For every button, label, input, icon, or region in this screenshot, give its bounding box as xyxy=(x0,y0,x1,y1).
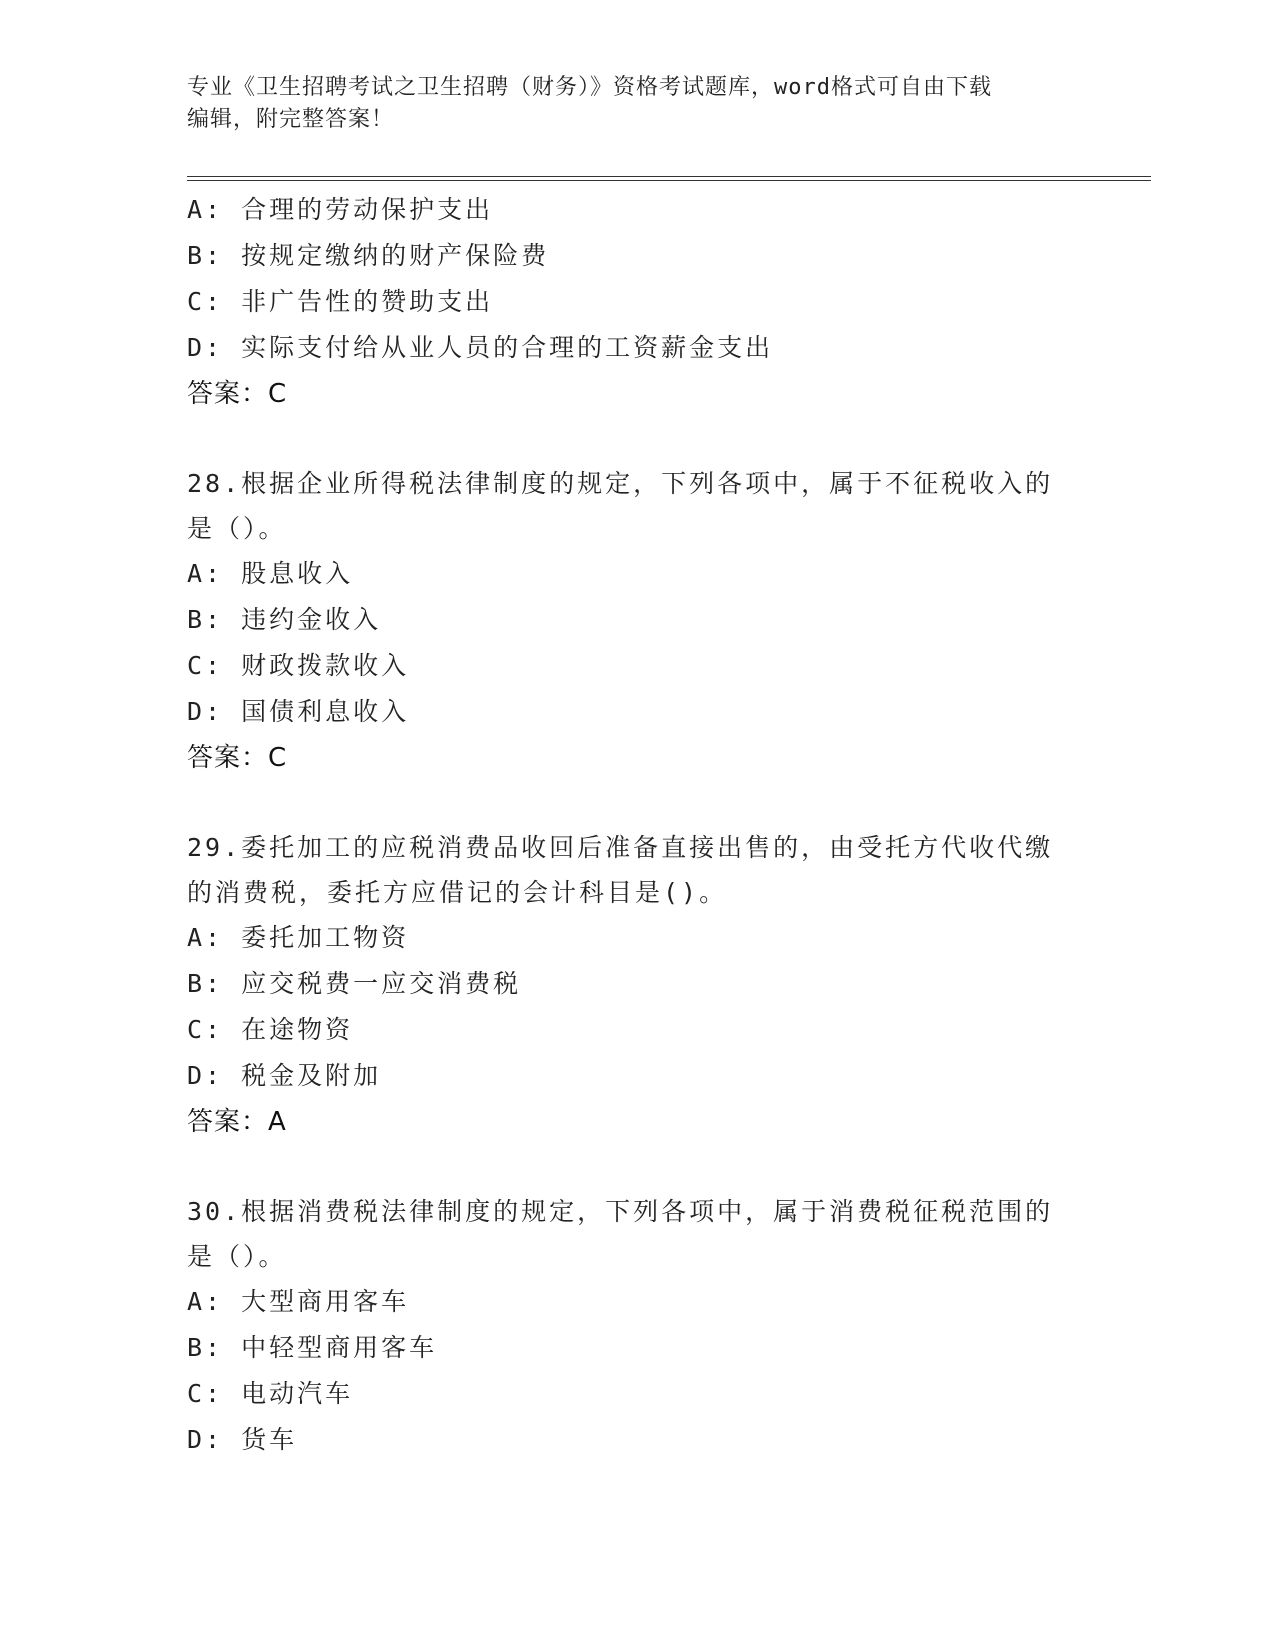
spacer xyxy=(187,781,1087,825)
answer: 答案：C xyxy=(187,379,288,409)
answer: 答案：A xyxy=(187,1107,287,1137)
question-stem-line-2: 是（）。 xyxy=(187,514,287,543)
question-stem-line-1: 28.根据企业所得税法律制度的规定，下列各项中，属于不征税收入的 xyxy=(187,469,1054,498)
option-d: D: 税金及附加 xyxy=(187,1061,382,1090)
option-c: C: 财政拨款收入 xyxy=(187,651,410,680)
option-a: A: 大型商用客车 xyxy=(187,1287,410,1316)
option-a: A: 股息收入 xyxy=(187,559,354,588)
header-line-2: 编辑，附完整答案！ xyxy=(187,107,395,132)
option-b: B: 中轻型商用客车 xyxy=(187,1333,438,1362)
option-d: D: 实际支付给从业人员的合理的工资薪金支出 xyxy=(187,333,774,362)
header-divider-top xyxy=(187,176,1151,177)
option-b: B: 违约金收入 xyxy=(187,605,382,634)
question-stem-line-1: 29.委托加工的应税消费品收回后准备直接出售的，由受托方代收代缴 xyxy=(187,833,1054,862)
option-c: C: 在途物资 xyxy=(187,1015,354,1044)
header-line-1: 专业《卫生招聘考试之卫生招聘（财务）》资格考试题库，word格式可自由下载 xyxy=(187,75,992,100)
document-header xyxy=(187,72,1067,136)
option-b: B: 应交税费一应交消费税 xyxy=(187,969,522,998)
option-c: C: 非广告性的赞助支出 xyxy=(187,287,494,316)
question-30 xyxy=(187,1189,1087,1463)
answer: 答案：C xyxy=(187,743,288,773)
question-29 xyxy=(187,825,1087,1145)
option-d: D: 国债利息收入 xyxy=(187,697,410,726)
spacer xyxy=(187,1145,1087,1189)
spacer xyxy=(187,417,1087,461)
question-stem-line-2: 是（）。 xyxy=(187,1242,287,1271)
option-d: D: 货车 xyxy=(187,1425,298,1454)
question-stem-line-2: 的消费税，委托方应借记的会计科目是()。 xyxy=(187,878,728,907)
option-a: A: 委托加工物资 xyxy=(187,923,410,952)
option-a: A: 合理的劳动保护支出 xyxy=(187,195,494,224)
question-27 xyxy=(187,187,1087,417)
question-list xyxy=(187,187,1087,1463)
option-c: C: 电动汽车 xyxy=(187,1379,354,1408)
question-28 xyxy=(187,461,1087,781)
question-stem-line-1: 30.根据消费税法律制度的规定，下列各项中，属于消费税征税范围的 xyxy=(187,1197,1054,1226)
header-divider-bottom xyxy=(187,180,1151,181)
option-b: B: 按规定缴纳的财产保险费 xyxy=(187,241,550,270)
